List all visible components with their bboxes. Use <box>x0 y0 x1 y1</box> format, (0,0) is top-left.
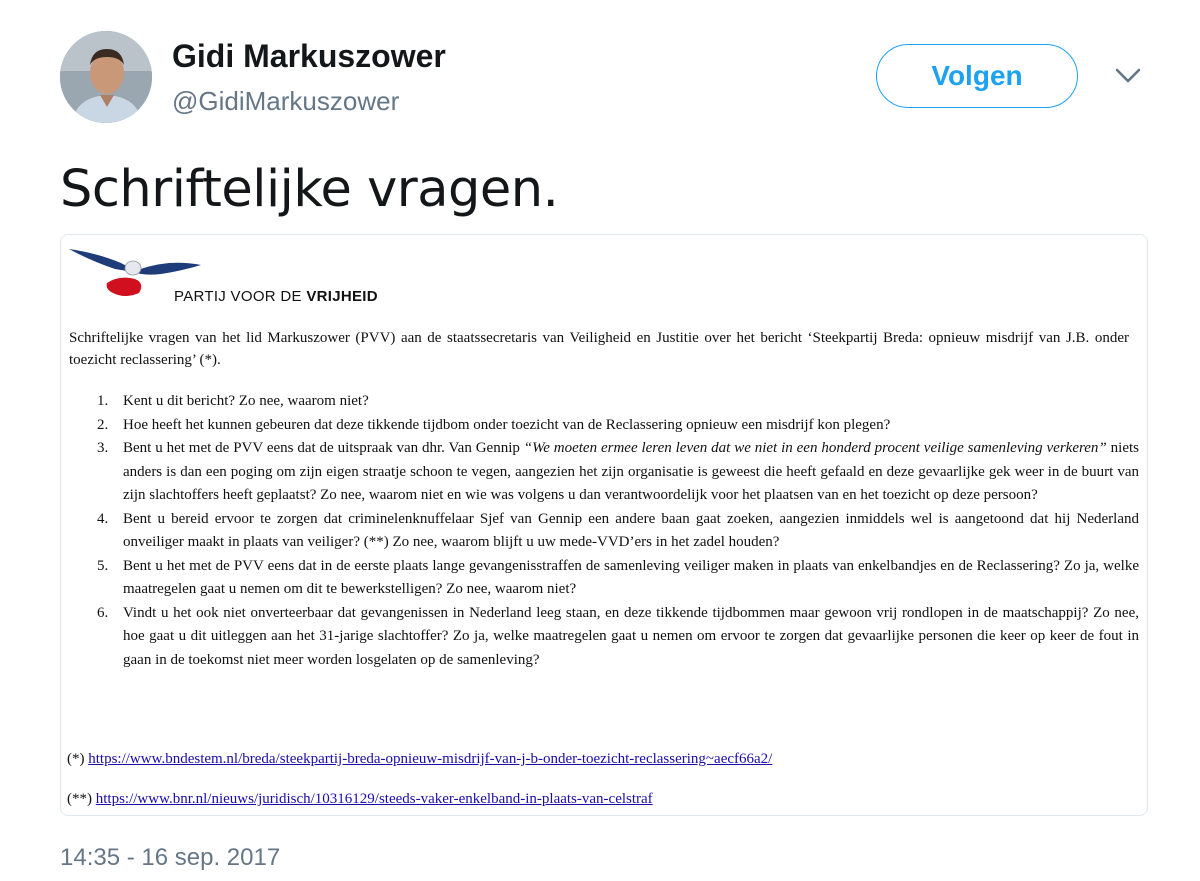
list-item <box>69 602 1139 673</box>
party-name-bold: VRIJHEID <box>306 288 378 305</box>
party-name-prefix: PARTIJ VOOR DE <box>174 288 307 305</box>
list-item <box>69 555 1139 602</box>
footnote-2 <box>67 791 653 808</box>
question-text: Bent u bereid ervoor te zorgen dat criminelenknuffelaar Sjef van Gennip een andere baan gaat zoeken, aangezien inmiddels wel is aangetoond dat hij Nederland onveiliger maakt in plaats van veiliger? (**) Zo nee, waarom blijft u uw mede-VVD’ers in het zadel houden? <box>123 510 1139 550</box>
footnote-marker: (*) <box>67 751 89 767</box>
quote-text: “We moeten ermee leren leven dat we niet in een honderd procent veilige samenleving verkeren” <box>523 440 1107 456</box>
question-number: 2. <box>97 416 109 433</box>
list-item <box>69 437 1139 508</box>
question-text: Kent u dit bericht? Zo nee, waarom niet? <box>123 393 369 409</box>
user-name[interactable]: Gidi Markuszower <box>172 38 446 74</box>
footnote-marker: (**) <box>67 791 96 807</box>
list-item <box>69 414 1139 438</box>
user-handle[interactable]: @GidiMarkuszower <box>172 86 400 116</box>
tweet-timestamp[interactable]: 14:35 - 16 sep. 2017 <box>60 844 281 871</box>
list-item <box>69 390 1139 414</box>
question-number: 6. <box>97 604 109 621</box>
question-text: Vindt u het ook niet onverteerbaar dat gevangenissen in Nederland leeg staan, en deze tikkende tijdbommen maar gewoon vrij rondlopen in de maatschappij? Zo nee, hoe gaat u dit uitleggen aan het 31-jarige slachtoffer? Zo ja, welke maatregelen gaat u nemen om ervoor te zorgen dat gevaarlijke personen die keer op keer de fout in gaan in de toekomst niet meer worden losgelaten op de samenleving? <box>123 604 1139 668</box>
list-item <box>69 508 1139 555</box>
question-number: 5. <box>97 557 109 574</box>
question-text: Hoe heeft het kunnen gebeuren dat deze tikkende tijdbom onder toezicht van de Reclassering opnieuw een misdrijf kon plegen? <box>123 416 891 433</box>
question-text-continued: niets anders is dan een poging om zijn eigen straatje schoon te vegen, aangezien het zijn organisatie is geweest die heeft gefaald en deze gevaarlijke gek weer in de buurt van zijn slachtoffers heeft geplaatst? Zo nee, waarom niet en wie was volgens u dan verantwoordelijk voor het plaatsen van en het toezicht op deze persoon? <box>123 440 1139 503</box>
question-text: Bent u het met de PVV eens dat in de eerste plaats lange gevangenisstraffen de samenleving veiliger maken in plaats van enkelbandjes en de Reclassering? Zo ja, welke maatregelen gaat u nemen om dit te bewerkstelligen? Zo nee, waarom niet? <box>123 557 1139 597</box>
avatar[interactable] <box>60 31 152 123</box>
chevron-down-icon[interactable] <box>1115 68 1141 84</box>
question-number: 4. <box>97 510 109 527</box>
document-intro: Schriftelijke vragen van het lid Markuszower (PVV) aan de staatssecretaris van Veiligheid en Justitie over het bericht ‘Steekpartij Breda: opnieuw misdrijf van J.B. onder toezicht reclassering’ (*). <box>69 330 1129 368</box>
party-name <box>174 288 378 305</box>
question-number: 3. <box>97 440 109 456</box>
footnote-link[interactable]: https://www.bnr.nl/nieuws/juridisch/10316129/steeds-vaker-enkelband-in-plaats-van-celstraf <box>95 791 653 807</box>
media-card[interactable] <box>60 234 1148 816</box>
follow-button[interactable]: Volgen <box>876 44 1078 108</box>
footnote-1 <box>67 751 772 768</box>
question-list <box>69 390 1139 672</box>
question-number: 1. <box>97 393 109 409</box>
footnote-link[interactable]: https://www.bndestem.nl/breda/steekpartij-breda-opnieuw-misdrijf-van-j-b-onder-toezicht-reclassering~aecf66a2/ <box>88 751 773 767</box>
avatar-image <box>60 31 152 123</box>
question-text: Bent u het met de PVV eens dat de uitspraak van dhr. Van Gennip <box>123 440 524 456</box>
tweet-text: Schriftelijke vragen. <box>60 160 559 219</box>
